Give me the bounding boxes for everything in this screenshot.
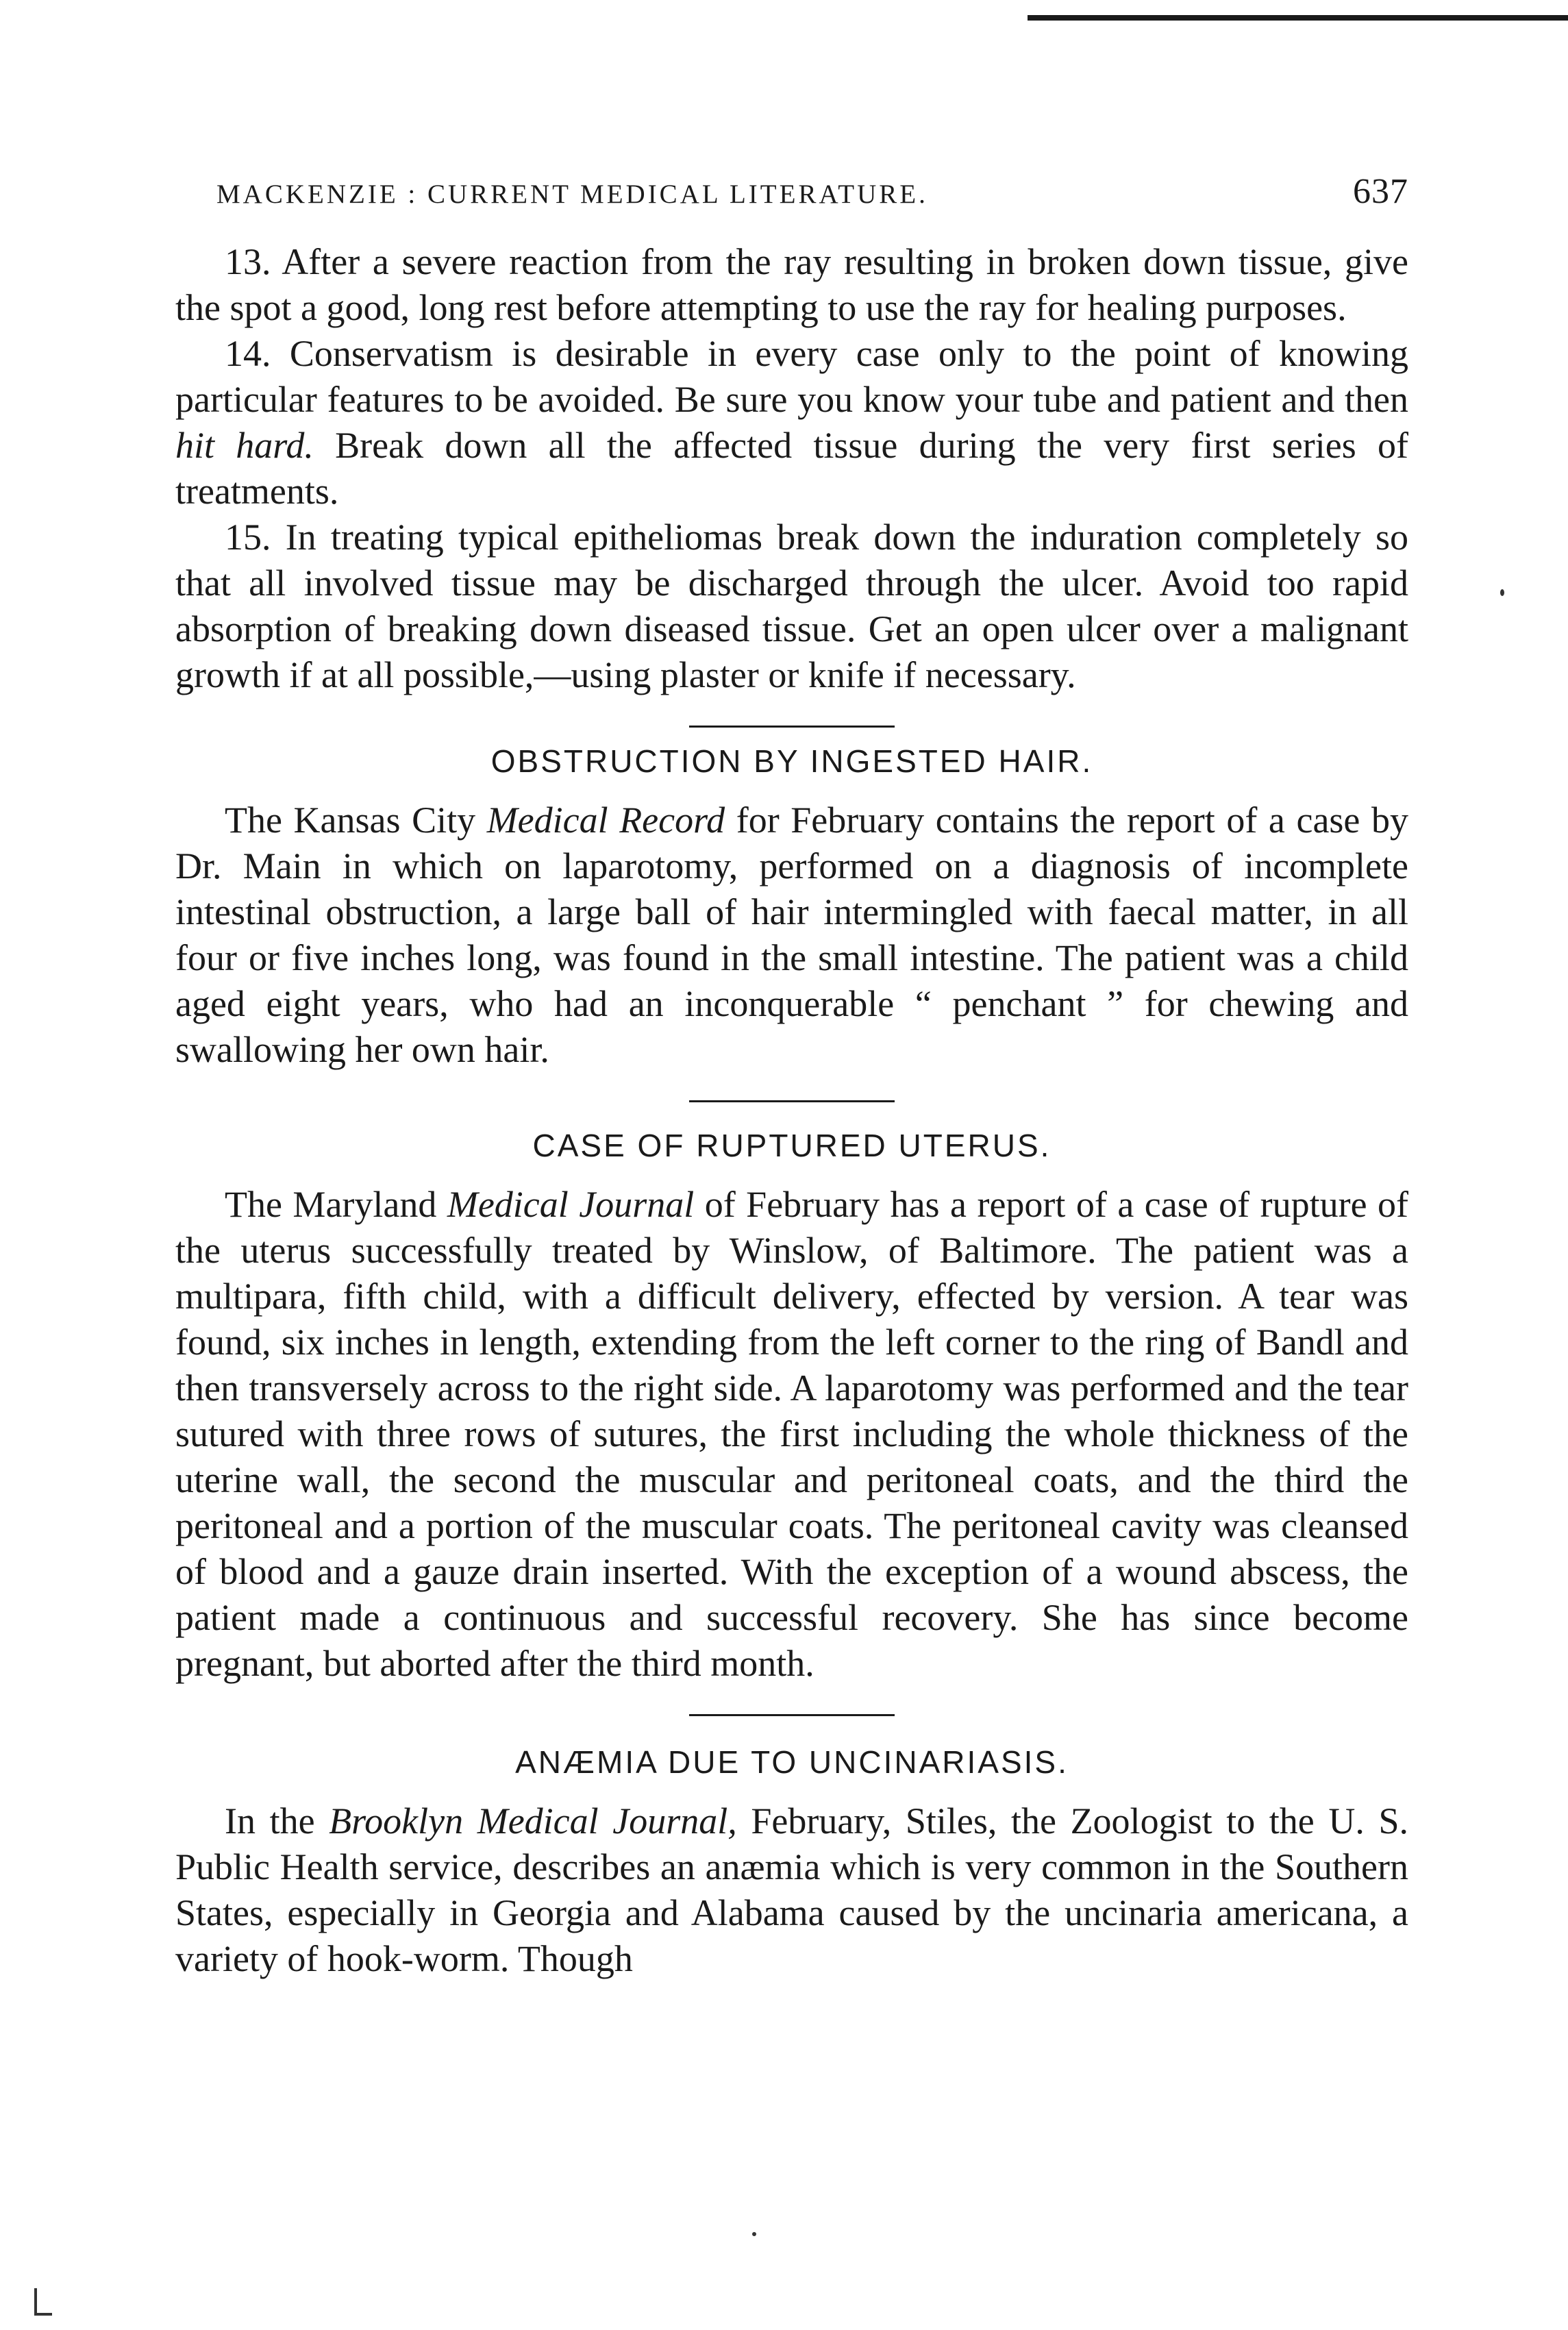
uterus-text-after: of February has a report of a case of rupture of the uterus successfully treated by Winslow, of Baltimore. The patient was a multipara, fifth child, with a difficult delivery, effected by version. A tear was found, six inches in length, extending from the left corner to the ring of Bandl and then transversely across to the right side. A laparotomy was performed and the tear sutured with three rows of sutures, the first including the whole thickness of the uterine wall, the second the muscular and peritoneal coats, and the third the peritoneal and a portion of the muscular coats. The peritoneal cavity was cleansed of blood and a gauze drain inserted. With the exception of a wound abscess, the patient made a continuous and successful recovery. She has since become pregnant, but aborted after the third month. xyxy=(175,1184,1408,1684)
obstruction-journal: Medical Record xyxy=(486,800,725,841)
section-title-ruptured-uterus: CASE OF RUPTURED UTERUS. xyxy=(532,1128,1051,1163)
ink-speck xyxy=(1500,589,1504,596)
obstruction-text-before: The Kansas City xyxy=(225,800,487,841)
section-body-obstruction xyxy=(175,797,1408,1073)
anaemia-text-before: In the xyxy=(225,1800,329,1842)
running-head xyxy=(175,171,1408,212)
list-item-14-text-before: 14. Conservatism is desirable in every case only to the point of knowing particular features to be avoided. Be sure you know your tube and patient and then xyxy=(175,333,1408,420)
obstruction-text-after: for February contains the report of a case by Dr. Main in which on laparotomy, performed on a diagnosis of incomplete intestinal obstruction, a large ball of hair intermingled with faecal matter, in all four or five inches long, was found in the small intestine. The patient was a child aged eight years, who had an inconquerable “ penchant ” for chewing and swallowing her own hair. xyxy=(175,800,1408,1070)
list-item-14 xyxy=(175,331,1408,515)
running-title: MACKENZIE : CURRENT MEDICAL LITERATURE. xyxy=(216,179,928,209)
anaemia-journal: Brooklyn Medical Journal, xyxy=(329,1800,737,1842)
ink-speck xyxy=(34,2288,37,2316)
ink-speck xyxy=(752,2232,756,2236)
page-number: 637 xyxy=(1353,172,1408,211)
section-body-ruptured-uterus xyxy=(175,1182,1408,1687)
list-item-14-text-after: Break down all the affected tissue during the very first series of treatments. xyxy=(175,425,1408,512)
list-item-14-emphasis: hit hard. xyxy=(175,425,314,466)
list-item-15: 15. In treating typical epitheliomas break down the induration completely so that all involved tissue may be discharged through the ulcer. Avoid too rapid absorption of breaking down diseased tissue. Get an open ulcer over a malignant growth if at all possible,—using plaster or knife if necessary. xyxy=(175,517,1408,695)
top-rule xyxy=(1028,15,1568,21)
section-divider xyxy=(689,726,895,728)
section-divider xyxy=(689,1714,895,1716)
section-title-anaemia: ANÆMIA DUE TO UNCINARIASIS. xyxy=(515,1744,1069,1780)
anaemia-text-after: February, Stiles, the Zoologist to the U. S. Public Health service, describes an anæmia which is very common in the Southern States, especially in Georgia and Alabama caused by the uncinaria americana, a variety of hook-worm. Though xyxy=(175,1800,1409,1979)
page xyxy=(175,171,1408,1982)
uterus-journal: Medical Journal xyxy=(447,1184,695,1225)
section-body-anaemia xyxy=(175,1798,1408,1982)
ink-speck xyxy=(34,2313,52,2316)
section-divider xyxy=(689,1100,895,1102)
section-title-obstruction: OBSTRUCTION BY INGESTED HAIR. xyxy=(490,743,1093,779)
uterus-text-before: The Maryland xyxy=(225,1184,447,1225)
list-item-13: 13. After a severe reaction from the ray resulting in broken down tissue, give the spot a good, long rest before attempting to use the ray for healing purposes. xyxy=(175,241,1408,328)
